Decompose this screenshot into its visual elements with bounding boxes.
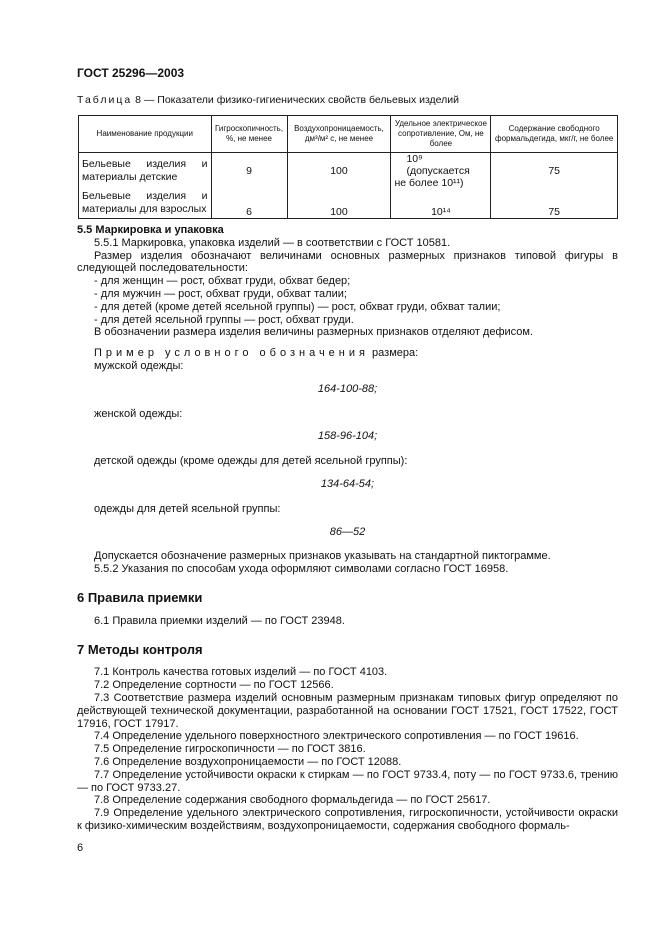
section-6-heading: 6 Правила приемки	[77, 589, 203, 605]
table-row	[79, 153, 618, 190]
document-body	[77, 224, 618, 833]
list-item: 7.9 Определение удельного электрического сопротивления, гигроскопичности, устойчивости окраски к физико-химическим воздействиям, воздухопроницаемости, содержания свободного формаль-	[77, 807, 618, 832]
cell-hygro: 6	[211, 189, 287, 218]
cell-air: 100	[287, 189, 391, 218]
cell-product: Бельевые изделия и материалы детские	[79, 153, 212, 190]
example-value-children: 134-64-54;	[320, 477, 375, 490]
example-heading	[77, 347, 618, 360]
cell-product: Бельевые изделия и материалы для взрослых	[79, 189, 212, 218]
table-caption-label: Таблица	[77, 94, 133, 106]
example-value-women: 158-96-104;	[317, 430, 378, 443]
example-label: Пример условного обозначения	[94, 347, 369, 360]
col-header-resistance: Удельное электрическое сопротивление, Ом, не более	[391, 116, 491, 153]
cell-resistance-line2: не более 10¹¹)	[394, 177, 464, 189]
list-item: 7.7 Определение устойчивости окраски к стиркам — по ГОСТ 9733.4, поту — по ГОСТ 9733.6, трению — по ГОСТ 9733.27.	[77, 768, 618, 794]
col-header-air-permeability: Воздухопроницаемость, дм³/м² с, не менее	[287, 116, 391, 153]
paragraph: 5.5.2 Указания по способам ухода оформляют символами согласно ГОСТ 16958.	[94, 563, 509, 576]
cell-hygro: 9	[211, 153, 287, 190]
list-item: 7.2 Определение сортности — по ГОСТ 12566.	[94, 679, 334, 692]
cell-formal: 75	[491, 153, 618, 190]
example-value-men: 164-100-88;	[317, 382, 378, 395]
list-item: 7.1 Контроль качества готовых изделий — по ГОСТ 4103.	[94, 666, 388, 679]
paragraph: В обозначении размера изделия величины размерных признаков отделяют дефисом.	[94, 326, 534, 339]
list-item: 7.5 Определение гигроскопичности — по ГОСТ 3816.	[94, 743, 366, 756]
table-header-row	[79, 116, 618, 153]
list-item: 7.3 Соответствие размера изделий основным размерным признакам типовых фигур определяют по действующей технической документации, разработанной на основании ГОСТ 17521, ГОСТ 17522, ГОСТ 17916, ГОСТ 17917.	[77, 691, 618, 730]
example-label-children: детской одежды (кроме одежды для детей ясельной группы):	[94, 455, 408, 468]
list-item: 7.6 Определение воздухопроницаемости — по ГОСТ 12088.	[94, 755, 402, 768]
table-caption-text: 8 — Показатели физико-гигиенических свойств бельевых изделий	[135, 94, 460, 106]
table-row	[79, 189, 618, 218]
example-label-men: мужской одежды:	[94, 359, 184, 372]
list-item: - для детей (кроме детей ясельной группы) — рост, обхват груди, обхват талии;	[94, 300, 501, 313]
cell-air: 100	[287, 153, 391, 190]
col-header-product: Наименование продукции	[79, 116, 212, 153]
properties-table	[78, 115, 618, 219]
paragraph: 6.1 Правила приемки изделий — по ГОСТ 23948.	[94, 614, 345, 627]
page-number: 6	[77, 842, 84, 854]
section-7-heading: 7 Методы контроля	[77, 641, 203, 657]
col-header-hygroscopicity: Гигроскопичность, %, не менее	[211, 116, 287, 153]
paragraph: Допускается обозначение размерных признаков указывать на стандартной пиктограмме.	[94, 550, 551, 563]
cell-resistance	[391, 153, 491, 190]
cell-resistance-line1: 10⁹ (допускается	[406, 153, 470, 177]
list-item: - для женщин — рост, обхват груди, обхват бедер;	[94, 275, 351, 288]
list-item: 7.8 Определение содержания свободного формальдегида — по ГОСТ 25617.	[94, 794, 491, 807]
paragraph: Размер изделия обозначают величинами основных размерных признаков типовой фигуры в следующей последовательности:	[77, 249, 618, 275]
cell-resistance: 10¹⁴	[391, 189, 491, 218]
section-5-5-heading: 5.5 Маркировка и упаковка	[77, 224, 224, 236]
example-label-women: женской одежды:	[94, 407, 183, 420]
paragraph: 5.5.1 Маркировка, упаковка изделий — в соответствии с ГОСТ 10581.	[94, 236, 451, 249]
table-caption	[77, 94, 459, 106]
list-item: - для детей ясельной группы — рост, обхват груди.	[94, 313, 354, 326]
example-label-nursery: одежды для детей ясельной группы:	[94, 502, 281, 515]
cell-formal: 75	[491, 189, 618, 218]
document-header: ГОСТ 25296—2003	[77, 66, 185, 80]
example-tail: размера:	[368, 347, 419, 360]
list-item: 7.4 Определение удельного поверхностного электрического сопротивления — по ГОСТ 19616.	[94, 730, 579, 743]
col-header-formaldehyde: Содержание свободного формальдегида, мкг/г, не более	[491, 116, 618, 153]
example-value-nursery: 86—52	[329, 525, 366, 538]
list-item: - для мужчин — рост, обхват груди, обхват талии;	[94, 287, 347, 300]
